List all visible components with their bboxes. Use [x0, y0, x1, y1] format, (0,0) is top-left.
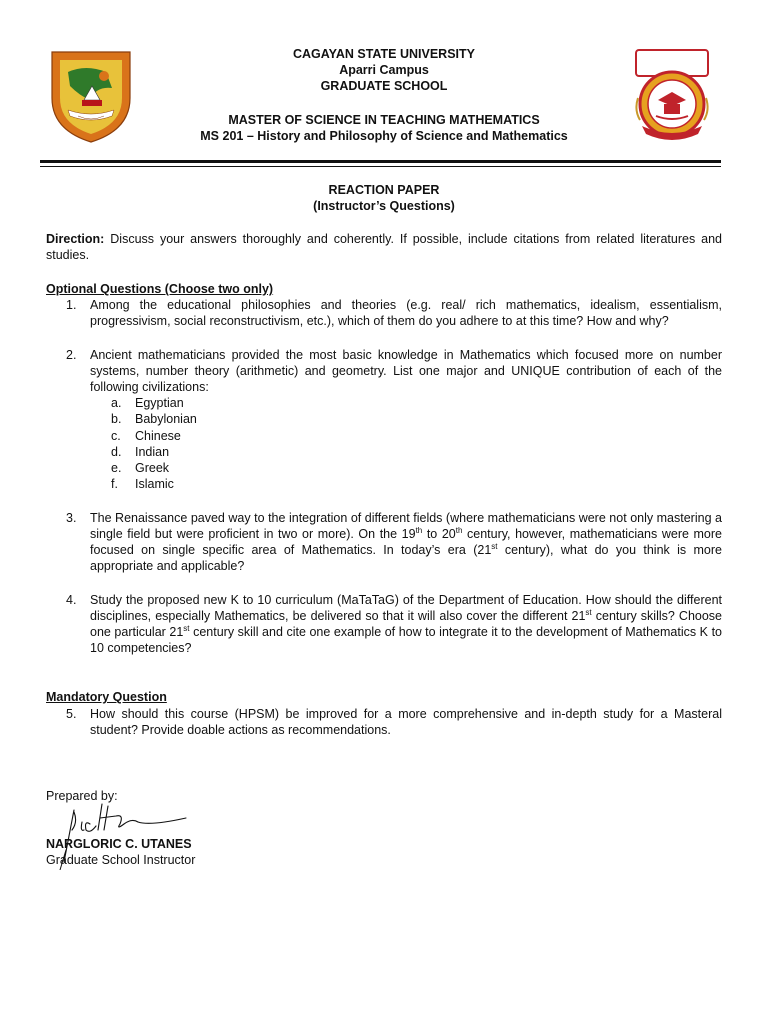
text-segment: century skills? Choose one particular 21	[90, 609, 723, 639]
header-program	[150, 112, 618, 144]
question-number: 2.	[66, 348, 77, 362]
list-label: d.	[111, 444, 122, 459]
instructor-name: NARGLORIC C. UTANES	[46, 837, 192, 851]
document-title	[150, 182, 618, 214]
text-segment: century skill and cite one example of how to integrate it to the development of Mathematics K to 10 competencies?	[90, 625, 722, 655]
university-seal-logo	[46, 46, 136, 146]
list-label: a.	[111, 396, 122, 410]
direction-paragraph	[46, 231, 722, 263]
question-text	[90, 510, 722, 574]
title-line: REACTION PAPER	[328, 183, 440, 197]
course-name: MS 201 – History and Philosophy of Science and Mathematics	[200, 129, 568, 143]
program-name: MASTER OF SCIENCE IN TEACHING MATHEMATICS	[228, 113, 540, 127]
question-text: How should this course (HPSM) be improved for a more comprehensive and in-depth study for a Masteral student? Provide doable actions as recommendations.	[90, 707, 722, 737]
question-item	[66, 706, 722, 738]
instructor-title: Graduate School Instructor	[46, 853, 196, 867]
question-number: 4.	[66, 593, 77, 607]
question-number: 5.	[66, 707, 77, 721]
list-label: b.	[111, 412, 122, 427]
question-item	[66, 297, 722, 329]
list-text: Indian	[135, 444, 170, 459]
list-text: Egyptian	[135, 396, 184, 410]
question-text: Among the educational philosophies and theories (e.g. real/ rich mathematics, idealism, essentialism, progressivism, social reconstructivism, etc.), which of them do you adhere to at this time? How and why?	[90, 298, 722, 328]
header-institution	[150, 46, 618, 94]
university-name: CAGAYAN STATE UNIVERSITY	[293, 47, 475, 61]
list-text: Greek	[135, 461, 170, 476]
list-text: Islamic	[135, 477, 174, 492]
question-text	[90, 592, 722, 656]
list-label: f.	[111, 477, 118, 492]
question-number: 1.	[66, 298, 77, 312]
list-label: e.	[111, 461, 122, 476]
question-item	[66, 510, 722, 574]
mandatory-question-heading: Mandatory Question	[46, 690, 167, 704]
question-item	[66, 592, 722, 656]
text-segment: century), what do you think is more appropriate and applicable?	[90, 543, 722, 573]
ordinal-suffix: st	[491, 541, 498, 551]
text-segment: century, however, mathematicians were more focused on single specific area of Mathematics. In today’s era (21	[90, 527, 722, 557]
ordinal-suffix: th	[455, 525, 463, 535]
ordinal-suffix: st	[183, 623, 190, 633]
ordinal-suffix: th	[415, 525, 423, 535]
text-segment: The Renaissance paved way to the integration of different fields (where mathematicians were not only mastering a single field but were proficient in two or more). On the 19	[90, 511, 722, 541]
header-divider-thick	[40, 160, 721, 163]
prepared-by-label: Prepared by:	[46, 789, 118, 803]
graduate-school-logo	[624, 48, 720, 144]
text-segment: to 20	[422, 527, 456, 541]
text-segment: Study the proposed new K to 10 curriculum (MaTaTaG) of the Department of Education. How should the different disciplines, especially Mathematics, be delivered so that it will also cover the different 21	[90, 593, 722, 623]
ordinal-suffix: st	[585, 607, 592, 617]
school-name: GRADUATE SCHOOL	[320, 79, 448, 93]
question-text: Ancient mathematicians provided the most basic knowledge in Mathematics which focused more on number systems, number theory (arithmetic) and geometry. List one major and UNIQUE contribution of each of the following civilizations:	[90, 348, 722, 394]
subtitle-line: (Instructor’s Questions)	[313, 199, 455, 213]
campus-name: Aparri Campus	[339, 63, 429, 77]
header-divider-thin	[40, 166, 721, 167]
direction-label: Direction:	[46, 232, 105, 246]
question-number: 3.	[66, 511, 77, 525]
question-item	[66, 347, 722, 395]
direction-text: Discuss your answers thoroughly and coherently. If possible, include citations from related literatures and studies.	[46, 232, 722, 262]
list-text: Babylonian	[135, 412, 197, 427]
optional-questions-heading: Optional Questions (Choose two only)	[46, 282, 274, 296]
list-text: Chinese	[135, 428, 181, 443]
list-label: c.	[111, 428, 121, 443]
